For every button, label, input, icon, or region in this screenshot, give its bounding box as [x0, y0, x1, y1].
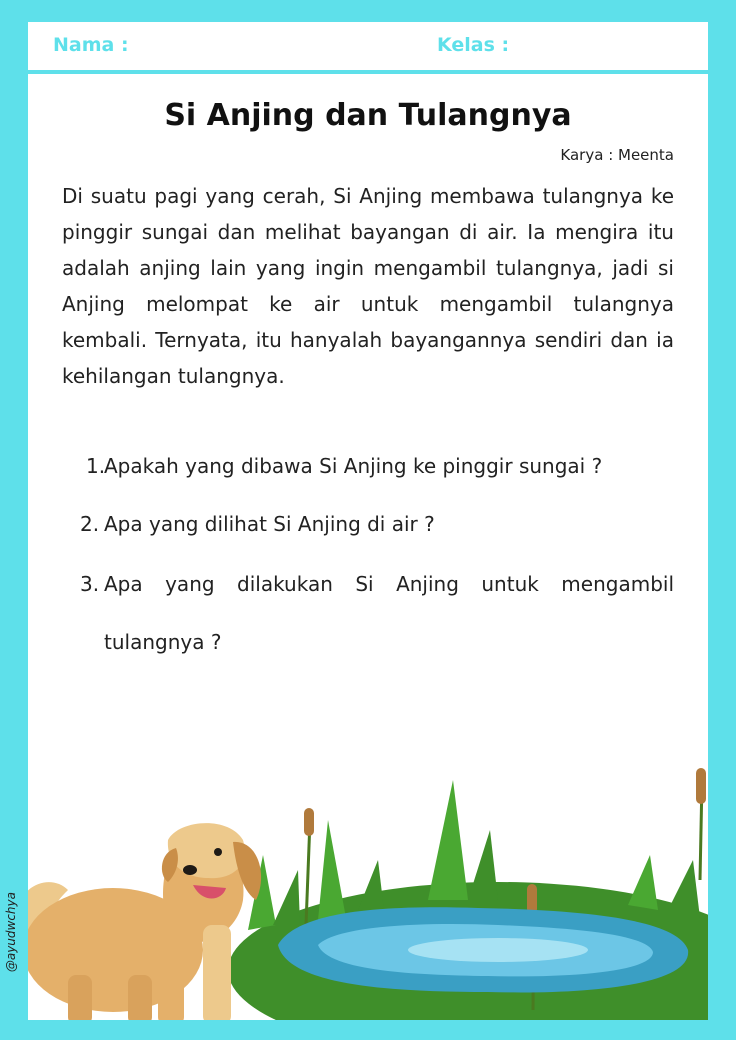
- name-label: Nama :: [53, 34, 129, 56]
- question-number: 2.: [80, 512, 100, 536]
- worksheet-page: [28, 74, 708, 1020]
- author-credit: Karya : Meenta: [560, 146, 674, 164]
- question-text: Apakah yang dibawa Si Anjing ke pinggir sungai ?: [104, 454, 603, 478]
- question-text-continued: tulangnya ?: [104, 630, 222, 654]
- class-label: Kelas :: [437, 34, 510, 56]
- question-text: Apa yang dilakukan Si Anjing untuk mengambil: [104, 572, 674, 596]
- pond-icon: [278, 907, 688, 992]
- header-bar: [28, 22, 708, 70]
- story-paragraph: Di suatu pagi yang cerah, Si Anjing membawa tulangnya ke pinggir sungai dan melihat bayangan di air. Ia mengira itu adalah anjing lain yang ingin mengambil tulangnya, jadi si Anjing melompat ke air untuk mengambil tulangnya kembali. Ternyata, itu hanyalah bayangannya sendiri dan ia kehilangan tulangnya.: [62, 184, 674, 388]
- dog-pond-illustration: [28, 760, 708, 1020]
- page-title: Si Anjing dan Tulangnya: [164, 98, 572, 133]
- watermark: @ayudwchya: [4, 892, 18, 973]
- question-number: 1.: [86, 454, 106, 478]
- dog-icon: [28, 823, 261, 1020]
- question-text: Apa yang dilihat Si Anjing di air ?: [104, 512, 435, 536]
- question-number: 3.: [80, 572, 100, 596]
